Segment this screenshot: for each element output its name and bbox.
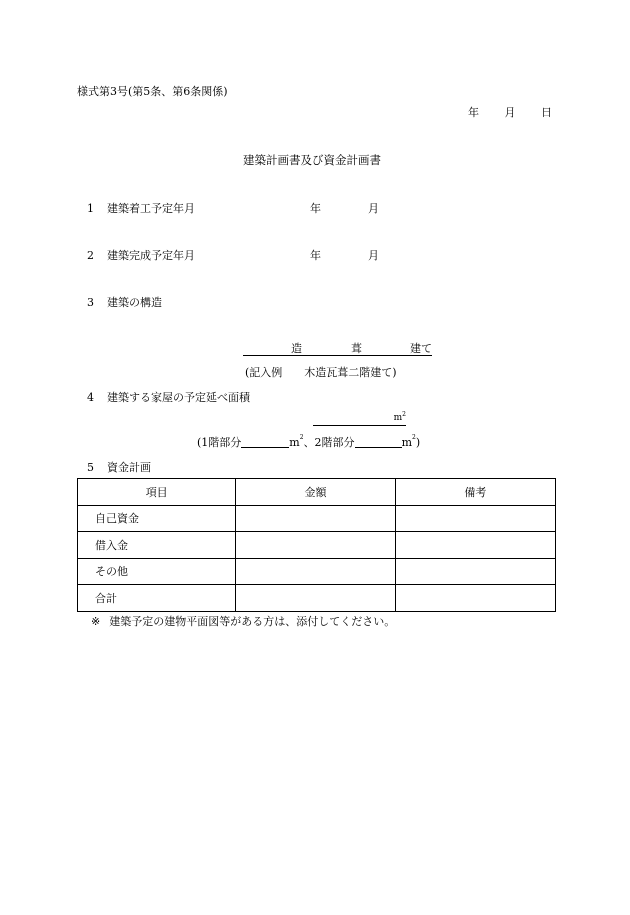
floor2-unit: $m^2$ (401, 434, 416, 449)
date-month: 月 (504, 106, 516, 119)
floor1-label: (1階部分 (197, 436, 242, 449)
section-label: 建築完成予定年月 (107, 249, 195, 262)
floor1-area-field[interactable] (241, 437, 289, 448)
note-mark: ※ (91, 615, 101, 628)
row-label-other: その他 (78, 558, 236, 585)
amount-cell[interactable] (236, 558, 395, 585)
table-row (78, 532, 556, 559)
floor1-unit: $m^2$ (289, 434, 304, 449)
month-label: 月 (368, 202, 379, 215)
table-row (78, 558, 556, 585)
section-label: 建築する家屋の予定延べ面積 (107, 391, 250, 404)
month-label: 月 (368, 249, 379, 262)
section-1 (87, 203, 195, 214)
column-header-remarks: 備考 (395, 479, 555, 506)
section-4 (87, 392, 250, 403)
area-unit: $m^2$ (393, 411, 406, 423)
remarks-cell[interactable] (395, 585, 555, 612)
note-text: 建築予定の建物平面図等がある方は、添付してください。 (109, 615, 396, 628)
table-row (78, 585, 556, 612)
total-area-field[interactable] (313, 411, 406, 426)
section-2 (87, 250, 195, 261)
date-day: 日 (541, 106, 552, 119)
amount-cell[interactable] (236, 532, 395, 559)
section-number: 5 (87, 461, 94, 474)
start-year-month (310, 203, 379, 214)
structure-example: (記入例 木造瓦葺二階建て) (245, 366, 397, 379)
section-number: 2 (87, 249, 94, 262)
column-header-item: 項目 (78, 479, 236, 506)
date-year: 年 (468, 106, 479, 119)
section-label: 建築の構造 (107, 296, 162, 309)
year-label: 年 (310, 202, 321, 215)
structure-buki: 葺 (351, 342, 362, 355)
table-header-row (78, 479, 556, 506)
form-number: 様式第3号(第5条、第6条関係) (77, 85, 228, 98)
fund-plan-table (77, 478, 556, 612)
amount-cell[interactable] (236, 585, 395, 612)
row-label-loan: 借入金 (78, 532, 236, 559)
structure-field[interactable] (243, 343, 432, 356)
floor2-area-field[interactable] (355, 437, 402, 448)
floor-area-line (197, 434, 421, 449)
structure-zou: 造 (291, 342, 302, 355)
row-label-total: 合計 (78, 585, 236, 612)
floor-close: ) (415, 436, 421, 449)
section-3 (87, 297, 162, 308)
section-label: 建築着工予定年月 (107, 202, 195, 215)
completion-year-month (310, 250, 379, 261)
floor2-label: 、2階部分 (303, 436, 355, 449)
remarks-cell[interactable] (395, 505, 555, 532)
table-row (78, 505, 556, 532)
document-title: 建築計画書及び資金計画書 (243, 153, 381, 167)
section-number: 3 (87, 296, 94, 309)
footnote (91, 616, 395, 627)
amount-cell[interactable] (236, 505, 395, 532)
section-number: 1 (87, 202, 94, 215)
remarks-cell[interactable] (395, 532, 555, 559)
row-label-own-funds: 自己資金 (78, 505, 236, 532)
section-label: 資金計画 (107, 461, 151, 474)
date-line (468, 107, 552, 118)
year-label: 年 (310, 249, 321, 262)
structure-date: 建て (410, 342, 432, 355)
remarks-cell[interactable] (395, 558, 555, 585)
section-number: 4 (87, 391, 94, 404)
column-header-amount: 金額 (236, 479, 395, 506)
section-5 (87, 462, 151, 473)
